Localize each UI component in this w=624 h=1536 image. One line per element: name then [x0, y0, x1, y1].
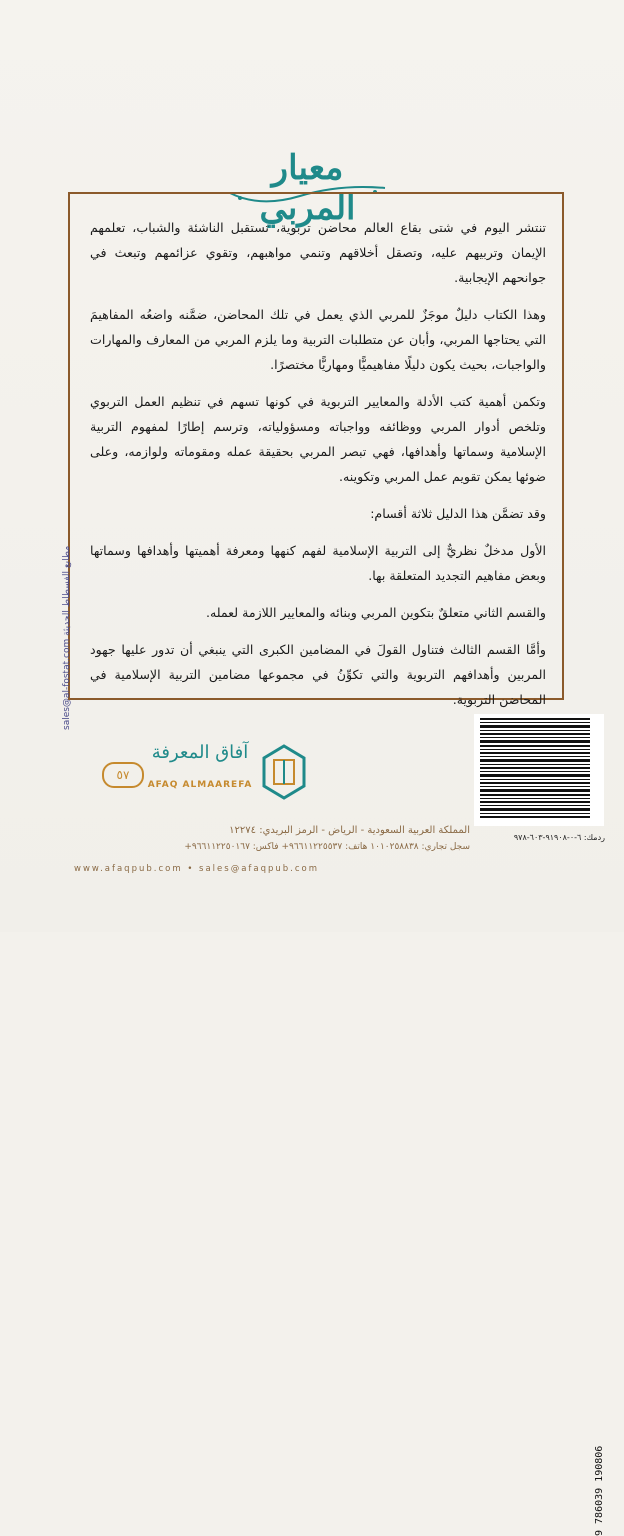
paragraph: الأول مدخلٌ نظريٌّ إلى التربية الإسلامية لفهم كنهها ومعرفة أهميتها وأهدافها وسماتها وبعض مفاهيم التجديد المتعلقة بها.	[90, 543, 546, 583]
barcode-digits	[582, 1432, 605, 1536]
series-number-badge: ٥٧	[102, 762, 144, 788]
isbn: ردمك: ٦-٠-٩١٩٠٨-٦٠٣-٩٧٨	[513, 833, 605, 842]
paragraph: وأمَّا القسم الثالث فتناول القولَ في المضامين الكبرى التي ينبغي أن تدور عليها جهود المربين وأهدافهم التربوية والتي تكوِّنُ في مجموعها مضامين التربية الإسلامية في المحاضن التربوية.	[90, 642, 546, 707]
paragraph: وقد تضمَّن هذا الدليل ثلاثة أقسام:	[370, 506, 546, 521]
publisher-emblem-icon	[262, 744, 306, 800]
printer-credit-text: sales@al-fostat.com مطابع الفسطاط الحديثة	[62, 545, 72, 730]
book-description	[90, 215, 546, 724]
printer-credit	[40, 520, 72, 730]
publisher-name: آفاق المعرفة	[151, 742, 249, 763]
publisher-address: المملكة العربية السعودية - الرياض - الرمز البريدي: ١٢٢٧٤	[229, 825, 470, 836]
book-title: معيار المربي	[259, 148, 356, 228]
paragraph: والقسم الثاني متعلقٌ بتكوين المربي وبنائه والمعايير اللازمة لعمله.	[205, 605, 546, 620]
publisher-latin-name: AFAQ ALMAAREFA	[147, 780, 253, 790]
barcode-number: 9 786039 190806	[594, 1445, 605, 1536]
barcode-icon	[480, 718, 590, 818]
publisher-website[interactable]: www.afaqpub.com • sales@afaqpub.com	[74, 864, 320, 874]
publisher-contact: سجل تجاري: ١٠١٠٢٥٨٨٣٨ هاتف: ٩٦٦١١٢٢٥٥٣٧+ فاكس: ٩٦٦١١٢٢٥٠١٦٧+	[184, 842, 470, 852]
paragraph: وتكمن أهمية كتب الأدلة والمعايير التربوية في كونها تسهم في تنظيم العمل التربوي وتلخص أدوار المربي ووظائفه وواجباته ومسؤولياته، وترسم إطارًا لمفهوم التربية الإسلامية وسماتها وأهدافها، فهي تبصر المربي بحقيقة عمله ومقوماته ولوازمه، وعلى ضوئها يمكن تقويم عمل المربي وتكوينه.	[90, 394, 546, 484]
paragraph: وهذا الكتاب دليلٌ موجَزٌ للمربي الذي يعمل في تلك المحاضن، ضمَّنه واضعُه المفاهيمَ التي يحتاجها المربي، وأبان عن متطلبات التربية وما يلزم المربي من المعارف والمهارات والواجبات، بحيث يكون دليلًا مفاهيميًّا ومهاريًّا مختصرًا.	[90, 307, 546, 372]
paragraph: تنتشر اليوم في شتى بقاع العالم محاضن تربوية، تستقبل الناشئة والشباب، تعلمهم الإيمان وتربيهم عليه، وتصقل أخلاقهم وتنمي مواهبهم، وتقوي عزائمهم وتبعث في جوانحهم الإيجابية.	[90, 220, 546, 285]
